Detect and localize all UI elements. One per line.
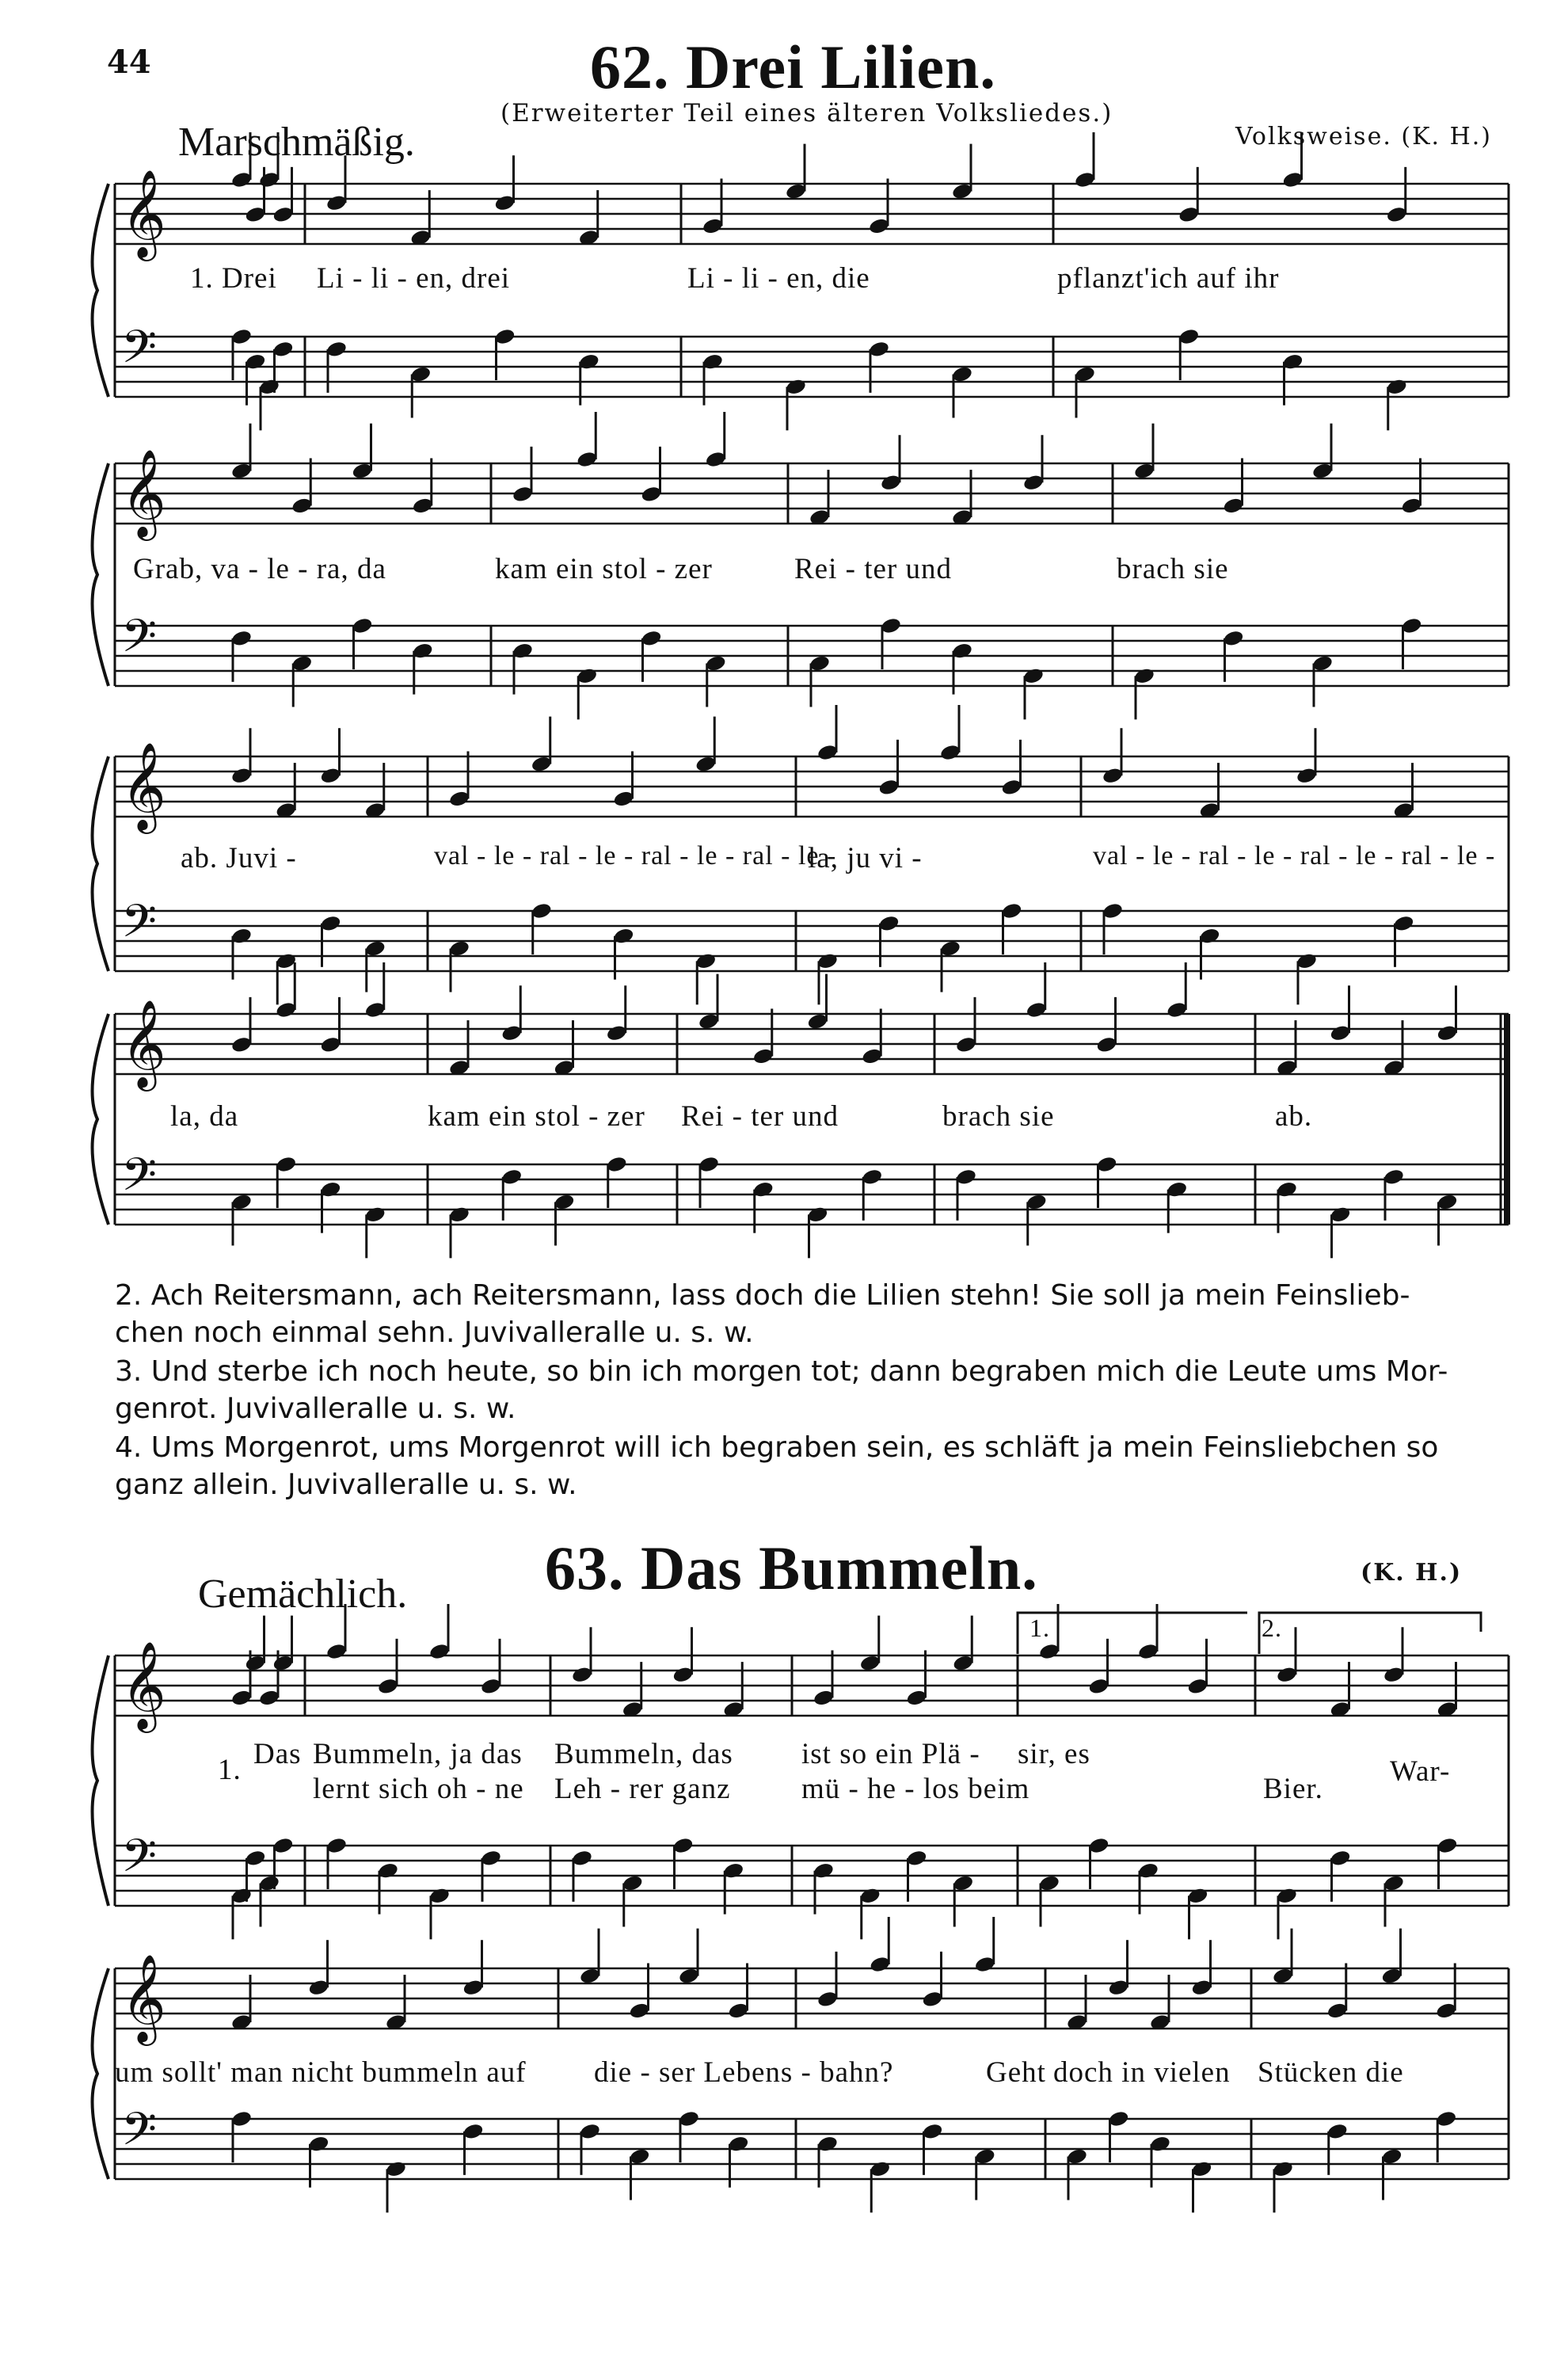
- lyric-63-s1-a3: Bummeln, das: [554, 1738, 733, 1770]
- system-brace: [93, 756, 108, 971]
- lyric-s3-m3: la, ju vi -: [808, 842, 923, 874]
- verse-4: 4. Ums Morgenrot, ums Morgenrot will ich begraben sein, es schläft ja mein Feinsliebchen so ganz allein. Juvivalleralle u. s. w.: [115, 1431, 1439, 1501]
- attribution-62: Volksweise. (K. H.): [1235, 123, 1492, 150]
- system-brace: [93, 184, 108, 397]
- song-title-62: 62. Drei Lilien.: [590, 32, 996, 101]
- bass-clef-icon: 𝄢: [121, 2102, 158, 2167]
- volta-bracket: [1259, 1613, 1481, 1654]
- song-subtitle-62: (Erweiterter Teil eines älteren Volksliedes.): [500, 99, 1113, 128]
- lyric-s4-m5: ab.: [1275, 1100, 1313, 1133]
- treble-clef-icon: 𝄞: [121, 1640, 166, 1729]
- lyric-s1-m1: 1. Drei: [190, 262, 277, 295]
- tempo-marking-63: Gemächlich.: [198, 1572, 408, 1617]
- lyric-63-s1-a5: sir, es: [1018, 1738, 1090, 1770]
- verse-3: 3. Und sterbe ich noch heute, so bin ich morgen tot; dann begraben mich die Leute ums Mor-genrot. Juvivalleralle u. s. w.: [115, 1355, 1448, 1425]
- treble-clef-icon: 𝄞: [121, 169, 166, 257]
- verse-2: 2. Ach Reitersmann, ach Reitersmann, lass doch die Lilien stehn! Sie soll ja mein Feinslieb-chen noch einmal sehn. Juvivalleralle u. s. w.: [115, 1279, 1410, 1349]
- lyric-63-s1-a4: ist so ein Plä -: [801, 1738, 980, 1770]
- lyric-63-s2-m5: Stücken die: [1258, 2056, 1404, 2089]
- lyric-63-s1-a2: Bummeln, ja das: [313, 1738, 523, 1770]
- bass-clef-icon: 𝄢: [121, 1148, 158, 1213]
- treble-clef-icon: 𝄞: [121, 741, 166, 830]
- lyric-s3-m2: val - le - ral - le - ral - le - ral - le -: [434, 841, 837, 871]
- lyric-s4-m3: Rei - ter und: [681, 1100, 839, 1133]
- song-title-63: 63. Das Bummeln.: [545, 1534, 1038, 1602]
- lyric-s3-m4: val - le - ral - le - ral - le - ral - le -: [1093, 841, 1496, 871]
- lyric-63-s1-b4: Bier.: [1263, 1773, 1323, 1805]
- treble-clef-icon: 𝄞: [121, 448, 166, 537]
- lyric-63-s1-a6: War-: [1390, 1755, 1451, 1788]
- volta-1: 1.: [1029, 1614, 1050, 1642]
- lyric-63-s2-m2: die - ser Lebens - bahn?: [594, 2056, 894, 2089]
- treble-clef-icon: 𝄞: [121, 1953, 166, 2042]
- treble-clef-icon: 𝄞: [121, 999, 166, 1088]
- lyric-s2-m3: Rei - ter und: [794, 553, 952, 585]
- final-barline: [1504, 1014, 1510, 1225]
- bass-clef-icon: 𝄢: [121, 320, 158, 385]
- lyric-s2-m2: kam ein stol - zer: [495, 553, 713, 585]
- lyric-s4-m2: kam ein stol - zer: [428, 1100, 645, 1133]
- lyric-s2-m4: brach sie: [1117, 553, 1229, 585]
- system-brace: [93, 463, 108, 686]
- bass-clef-icon: 𝄢: [121, 609, 158, 674]
- lyric-s2-m1: Grab, va - le - ra, da: [133, 553, 386, 585]
- lyric-63-s1-b2: Leh - rer ganz: [554, 1773, 731, 1805]
- verse-number-63: 1.: [218, 1754, 242, 1786]
- lyric-s1-m2: Li - li - en, drei: [317, 262, 511, 295]
- system-brace: [93, 1655, 108, 1906]
- lyric-63-s2-m1: um sollt' man nicht bummeln auf: [115, 2056, 527, 2089]
- bass-clef-icon: 𝄢: [121, 1829, 158, 1894]
- lyric-63-s1-a1: Das: [253, 1738, 302, 1770]
- lyric-63-s2-m4: doch in vielen: [1053, 2056, 1231, 2089]
- lyric-s4-m4: brach sie: [942, 1100, 1055, 1133]
- lyric-63-s1-b1: lernt sich oh - ne: [313, 1773, 524, 1805]
- bass-clef-icon: 𝄢: [121, 894, 158, 959]
- lyric-s1-m3: Li - li - en, die: [687, 262, 870, 295]
- lyric-63-s1-b3: mü - he - los beim: [801, 1773, 1030, 1805]
- system-brace: [93, 1968, 108, 2179]
- lyric-63-s2-m3: Geht: [986, 2056, 1046, 2089]
- lyric-s1-m4: pflanzt'ich auf ihr: [1057, 262, 1280, 295]
- system-brace: [93, 1014, 108, 1225]
- volta-2: 2.: [1262, 1614, 1282, 1642]
- page-number: 44: [107, 44, 151, 81]
- attribution-63: (K. H.): [1361, 1559, 1463, 1587]
- tempo-marking-62: Marschmäßig.: [178, 120, 415, 165]
- lyric-s4-m1: la, da: [170, 1100, 239, 1133]
- lyric-s3-m1: ab. Juvi -: [181, 842, 297, 874]
